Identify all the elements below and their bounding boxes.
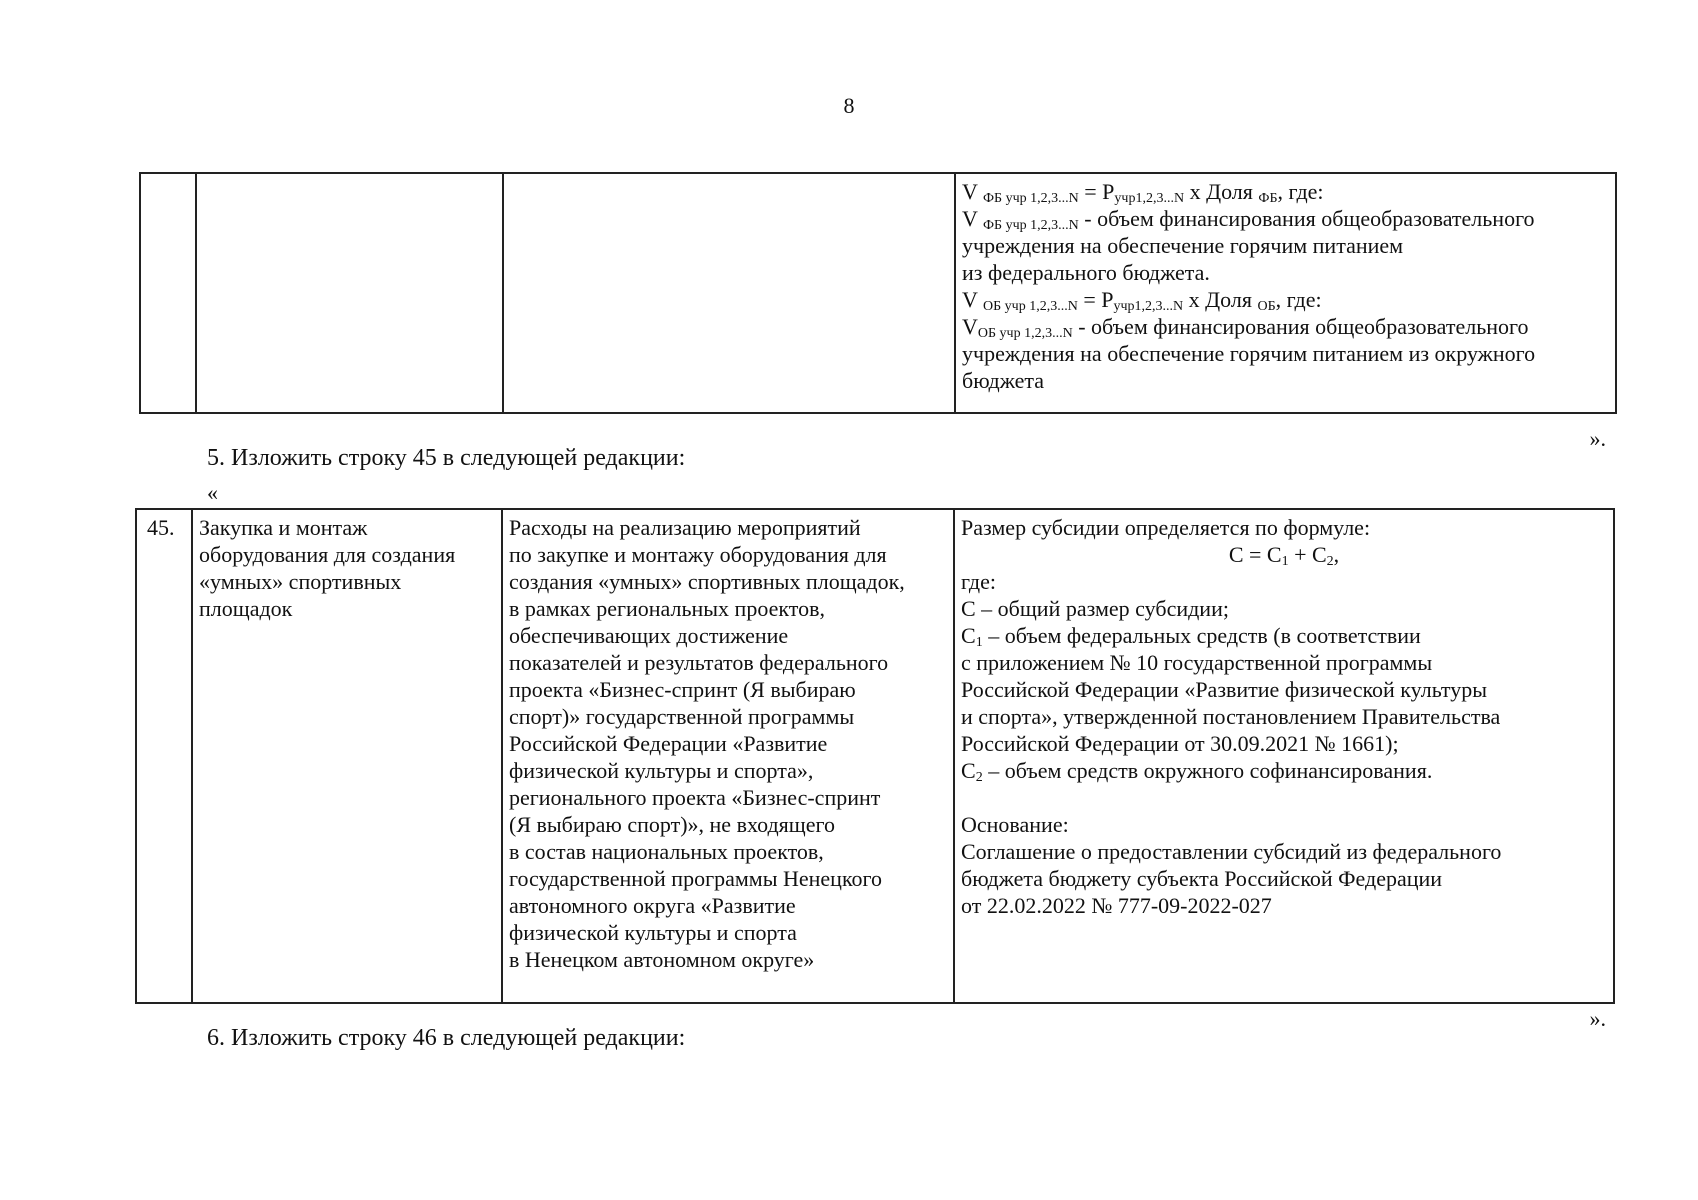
description-line: в состав национальных проектов, — [509, 839, 824, 864]
row-description — [502, 509, 954, 1003]
name-line: Закупка и монтаж — [199, 515, 368, 540]
description-line: Российской Федерации «Развитие — [509, 731, 828, 756]
description-line: физической культуры и спорта», — [509, 758, 814, 783]
table-row-45 — [135, 508, 1615, 1004]
instruction-heading: 6. Изложить строку 46 в следующей редакции: — [207, 1025, 686, 1051]
formula-line: V $_{ФБ учр 1,2,3...N}$ - объем финансирования общеобразовательного — [962, 206, 1535, 233]
definition-line: С – общий размер субсидии; — [961, 596, 1229, 621]
cell-name-empty — [196, 173, 503, 413]
opening-quote: « — [207, 480, 218, 505]
description-line: регионального проекта «Бизнес-спринт — [509, 785, 881, 810]
definition-line: $С_2$ – объем средств окружного софинансирования. — [961, 758, 1433, 785]
subsidy-formula: $C = C_1 + C_2$, — [1228, 542, 1340, 569]
where-label: где: — [961, 569, 996, 594]
description-line: обеспечивающих достижение — [509, 623, 789, 648]
name-line: «умных» спортивных — [199, 569, 402, 594]
definition-line: Российской Федерации от 30.09.2021 № 1661); — [961, 731, 1399, 756]
description-line: в рамках региональных проектов, — [509, 596, 825, 621]
description-line: физической культуры и спорта — [509, 920, 797, 945]
definition-line: с приложением № 10 государственной программы — [961, 650, 1433, 675]
formula-line: бюджета — [962, 368, 1045, 393]
cell-formula — [955, 173, 1616, 413]
row-number: 45. — [136, 509, 192, 1003]
closing-quote: ». — [1589, 1006, 1606, 1031]
name-line: оборудования для создания — [199, 542, 456, 567]
description-line: по закупке и монтажу оборудования для — [509, 542, 887, 567]
basis-label: Основание: — [961, 812, 1069, 837]
closing-quote: ». — [1589, 426, 1606, 451]
row-name — [192, 509, 502, 1003]
spacer — [961, 784, 1607, 811]
basis-line: от 22.02.2022 № 777-09-2022-027 — [961, 893, 1272, 918]
description-line: проекта «Бизнес-спринт (Я выбираю — [509, 677, 856, 702]
definition-line: $С_1$ – объем федеральных средств (в соответствии — [961, 623, 1421, 650]
formula-line: из федерального бюджета. — [962, 260, 1210, 285]
table-row — [140, 173, 1616, 413]
row-formula — [954, 509, 1614, 1003]
description-line: (Я выбираю спорт)», не входящего — [509, 812, 835, 837]
formula-line: учреждения на обеспечение горячим питанием — [962, 233, 1404, 258]
description-line: спорт)» государственной программы — [509, 704, 855, 729]
formula-line: V $_{ФБ учр 1,2,3...N} = P_{учр1,2,3...N}$ х Доля $_{ФБ}$, где: — [962, 179, 1324, 206]
formula-line: учреждения на обеспечение горячим питанием из окружного — [962, 341, 1536, 366]
basis-line: Соглашение о предоставлении субсидий из федерального — [961, 839, 1502, 864]
definition-line: и спорта», утвержденной постановлением Правительства — [961, 704, 1501, 729]
instruction-heading: 5. Изложить строку 45 в следующей редакции: — [207, 445, 686, 471]
description-line: Расходы на реализацию мероприятий — [509, 515, 861, 540]
table-continuation — [139, 172, 1617, 414]
description-line: в Ненецком автономном округе» — [509, 947, 815, 972]
table-row — [136, 509, 1614, 1003]
cell-description-empty — [503, 173, 955, 413]
description-line: показателей и результатов федерального — [509, 650, 889, 675]
name-line: площадок — [199, 596, 293, 621]
description-line: создания «умных» спортивных площадок, — [509, 569, 905, 594]
definition-line: Российской Федерации «Развитие физической культуры — [961, 677, 1487, 702]
basis-line: бюджета бюджету субъекта Российской Федерации — [961, 866, 1443, 891]
description-line: автономного округа «Развитие — [509, 893, 796, 918]
formula-line: $V_{ОБ учр 1,2,3...N}$ - объем финансирования общеобразовательного — [962, 314, 1529, 341]
formula-line: V $_{ОБ учр 1,2,3...N} = P_{учр1,2,3...N}$ х Доля $_{ОБ}$, где: — [962, 287, 1322, 314]
page-number: 8 — [843, 93, 855, 118]
description-line: государственной программы Ненецкого — [509, 866, 882, 891]
cell-number-empty — [140, 173, 196, 413]
formula-intro: Размер субсидии определяется по формуле: — [961, 515, 1371, 540]
